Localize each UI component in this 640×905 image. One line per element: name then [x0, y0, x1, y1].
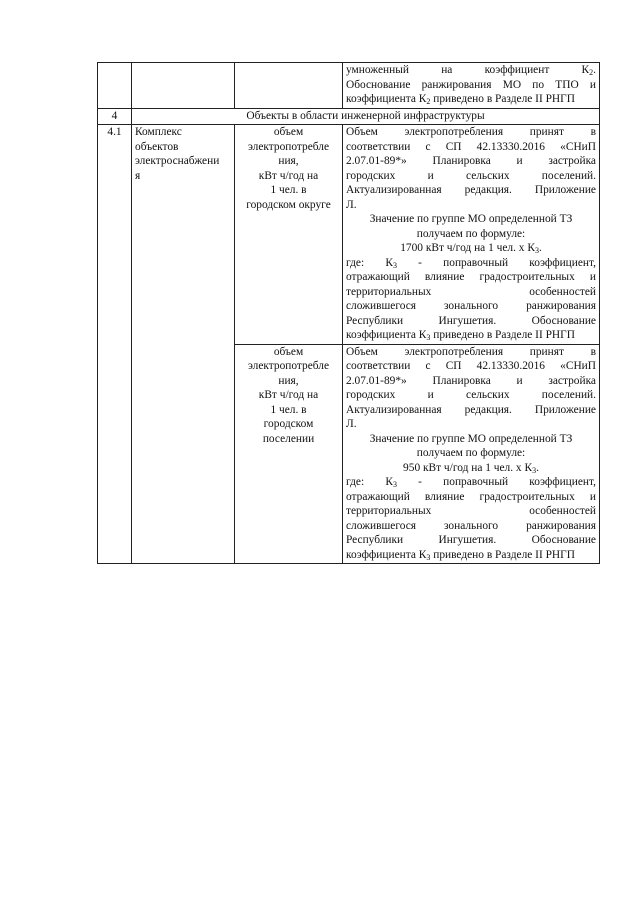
cell-num-empty	[98, 63, 132, 109]
formula	[346, 241, 596, 256]
text-line: я	[135, 169, 141, 182]
text-line: Объем электропотребления принят в	[346, 345, 596, 358]
subscript: 2	[589, 68, 594, 77]
text-line	[346, 475, 596, 490]
subscript: 3	[534, 246, 539, 255]
subscript: 3	[392, 480, 397, 489]
cell-indicator-empty	[235, 63, 343, 109]
text-line: Л.	[346, 198, 357, 211]
text-line: электропотребле	[247, 360, 330, 372]
text-line	[346, 63, 596, 78]
text-line: отражающий влияние градостроительных и	[346, 271, 596, 283]
text-line: электроснабжени	[135, 155, 220, 167]
text-line	[346, 92, 596, 107]
subscript: 2	[426, 97, 431, 106]
text-line: городских и сельских поселений.	[346, 389, 596, 401]
text-fragment: где: К	[346, 256, 393, 269]
subscript: 3	[426, 552, 431, 562]
text-line: Обоснование ранжирования МО по ТПО и	[346, 78, 596, 91]
text-line: отражающий влияние градостроительных и	[346, 490, 596, 503]
text-line: сложившегося зонального ранжирования	[346, 519, 596, 532]
text-line: ния,	[278, 374, 299, 387]
text-line: территориальных особенностей	[346, 285, 596, 298]
text-line: получаем по формуле:	[416, 447, 526, 459]
table-row-section	[98, 108, 600, 125]
text-line: ния,	[278, 155, 299, 167]
text-line: объем	[273, 126, 304, 138]
norms-table	[97, 62, 600, 564]
indicator-urban-settlement	[235, 344, 343, 564]
text-line: Республики Ингушетия. Обоснование	[346, 314, 596, 327]
text-fragment: умноженный на коэффициент К	[346, 64, 590, 76]
text-fragment: коэффициента К	[346, 329, 427, 341]
text-line: сложившегося зонального ранжирования	[346, 300, 596, 312]
text-fragment: коэффициента К	[346, 93, 427, 105]
text-line: электропотребле	[247, 140, 330, 153]
table-row-continuation	[98, 63, 600, 109]
text-line: получаем по формуле:	[416, 227, 526, 240]
section-number: 4	[98, 108, 132, 125]
text-line: 2.07.01-89*» Планировка и застройка	[346, 374, 596, 387]
table-row	[98, 125, 600, 345]
text-line: поселении	[262, 432, 315, 445]
text-line: 1 чел. в	[270, 184, 307, 196]
subscript: 3	[532, 465, 537, 475]
text-line: территориальных особенностей	[346, 505, 596, 517]
cell-object-empty	[132, 63, 235, 109]
text-fragment: 1700 кВт ч/год на 1 чел. х К	[400, 242, 535, 254]
text-line: Комплекс	[135, 126, 182, 138]
indicator-urban-district	[235, 125, 343, 345]
section-title: Объекты в области инженерной инфраструктуры	[132, 108, 600, 125]
text-line: кВт ч/год на	[258, 169, 319, 182]
text-fragment: где: К	[346, 476, 393, 488]
text-line: соответствии с СП 42.13330.2016 «СНиП	[346, 360, 596, 372]
text-fragment: .	[536, 461, 539, 474]
text-line: Актуализированная редакция. Приложение	[346, 184, 596, 196]
text-line: кВт ч/год на	[258, 389, 319, 401]
text-line: городском	[263, 418, 314, 430]
text-line: 1 чел. в	[270, 403, 307, 416]
text-line: Л.	[346, 418, 357, 430]
text-fragment: - поправочный коэффициент,	[396, 476, 596, 488]
text-fragment: приведено в Разделе II РНГП	[430, 93, 575, 105]
text-line: Значение по группе МО определенной ТЗ	[369, 213, 573, 225]
text-fragment: коэффициента К	[346, 548, 427, 561]
text-line: объектов	[135, 140, 179, 153]
text-line: Актуализированная редакция. Приложение	[346, 403, 596, 416]
text-fragment: .	[538, 242, 542, 254]
basis-urban-district	[343, 125, 600, 345]
text-fragment: 950 кВт ч/год на 1 чел. х К	[403, 461, 533, 474]
text-fragment: приведено в Разделе II РНГП	[430, 329, 575, 341]
text-line: Республики Ингушетия. Обоснование	[346, 534, 596, 546]
text-line: Значение по группе МО определенной ТЗ	[369, 432, 573, 445]
cell-basis-continuation	[343, 63, 600, 109]
formula	[346, 461, 596, 476]
row-number: 4.1	[98, 125, 132, 564]
text-line: объем	[273, 345, 304, 358]
text-line: Объем электропотребления принят в	[346, 126, 596, 138]
subscript: 3	[392, 260, 397, 270]
text-fragment: - поправочный коэффициент,	[396, 256, 596, 269]
text-line	[346, 256, 596, 271]
text-line	[346, 548, 596, 563]
text-line: 2.07.01-89*» Планировка и застройка	[346, 155, 596, 167]
text-line: городских и сельских поселений.	[346, 169, 596, 182]
text-line	[346, 328, 596, 343]
subscript: 3	[426, 333, 431, 342]
basis-urban-settlement	[343, 344, 600, 564]
object-name	[132, 125, 235, 564]
text-fragment: .	[593, 64, 596, 76]
text-fragment: приведено в Разделе II РНГП	[430, 548, 575, 561]
text-line: городском округе	[246, 198, 331, 211]
text-line: соответствии с СП 42.13330.2016 «СНиП	[346, 140, 596, 153]
